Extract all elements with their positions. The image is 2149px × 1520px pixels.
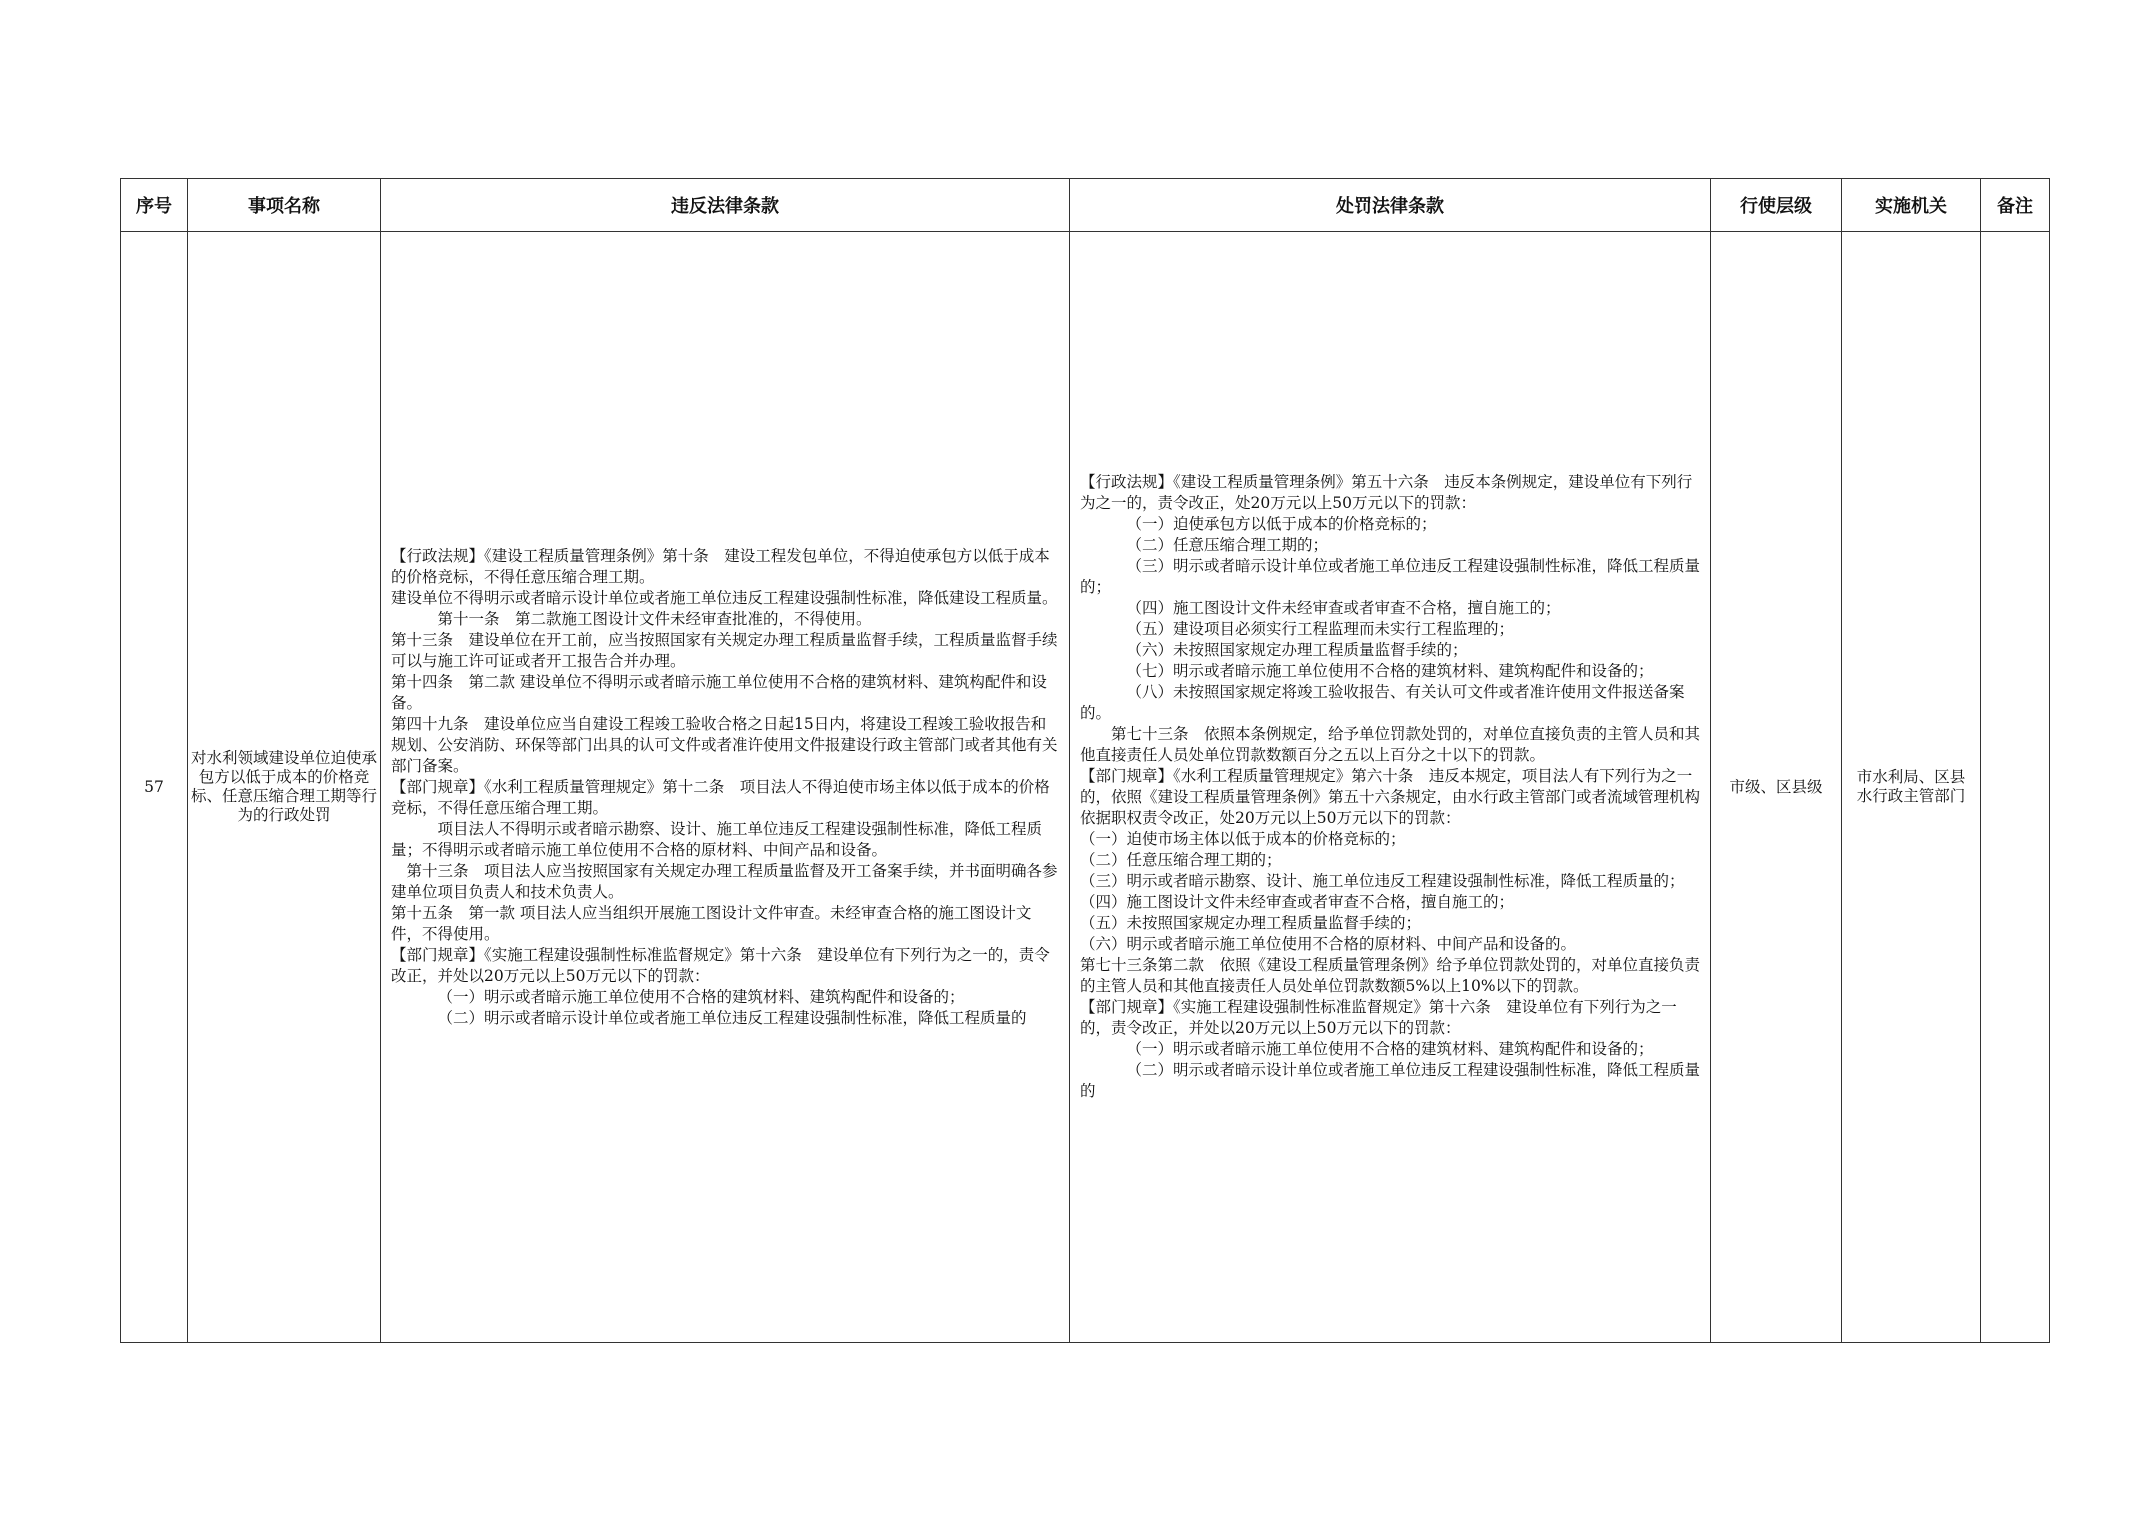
penalty-line: （二）明示或者暗示设计单位或者施工单位违反工程建设强制性标准，降低工程质量的 <box>1080 1061 1701 1100</box>
penalty-line: 【行政法规】《建设工程质量管理条例》第五十六条 违反本条例规定，建设单位有下列行为之一的，责令改正，处20万元以上50万元以下的罚款： <box>1080 473 1693 512</box>
penalty-line: （六）未按照国家规定办理工程质量监督手续的； <box>1126 641 1468 659</box>
violation-line: 第十四条 第二款 建设单位不得明示或者暗示施工单位使用不合格的建筑材料、建筑构配件和设备。 <box>391 672 1047 712</box>
violation-line: （一）明示或者暗示施工单位使用不合格的建筑材料、建筑构配件和设备的； <box>437 987 965 1006</box>
header-penalty: 处罚法律条款 <box>1070 179 1711 232</box>
penalty-line: （二）任意压缩合理工期的； <box>1126 536 1329 554</box>
penalty-line: 第七十三条第二款 依照《建设工程质量管理条例》给予单位罚款处罚的，对单位直接负责的主管人员和其他直接责任人员处单位罚款数额5%以上10%以下的罚款。 <box>1080 956 1701 995</box>
cell-seq: 57 <box>121 232 188 1343</box>
penalty-line: （三）明示或者暗示勘察、设计、施工单位违反工程建设强制性标准，降低工程质量的； <box>1080 872 1685 890</box>
penalty-line: （二）任意压缩合理工期的； <box>1080 851 1282 869</box>
penalty-line: 第七十三条 依照本条例规定，给予单位罚款处罚的，对单位直接负责的主管人员和其他直接责任人员处单位罚款数额百分之五以上百分之十以下的罚款。 <box>1080 725 1701 764</box>
penalty-line: （六）明示或者暗示施工单位使用不合格的原材料、中间产品和设备的。 <box>1080 935 1577 953</box>
header-remark: 备注 <box>1981 179 2050 232</box>
penalty-text <box>1070 472 1710 1102</box>
violation-line: 【部门规章】《实施工程建设强制性标准监督规定》第十六条 建设单位有下列行为之一的，责令改正，并处以20万元以上50万元以下的罚款： <box>391 945 1050 985</box>
header-violation: 违反法律条款 <box>381 179 1070 232</box>
penalty-table <box>120 178 2050 1343</box>
violation-line: 【行政法规】《建设工程质量管理条例》第十条 建设工程发包单位，不得迫使承包方以低于成本的价格竞标，不得任意压缩合理工期。 <box>391 546 1050 586</box>
penalty-line: （五）建设项目必须实行工程监理而未实行工程监理的； <box>1126 620 1515 638</box>
violation-line: 项目法人不得明示或者暗示勘察、设计、施工单位违反工程建设强制性标准，降低工程质量；不得明示或者暗示施工单位使用不合格的原材料、中间产品和设备。 <box>391 819 1043 859</box>
penalty-line: （四）施工图设计文件未经审查或者审查不合格，擅自施工的； <box>1126 599 1561 617</box>
penalty-line: （五）未按照国家规定办理工程质量监督手续的； <box>1080 914 1422 932</box>
penalty-line: 【部门规章】《水利工程质量管理规定》第六十条 违反本规定，项目法人有下列行为之一的，依照《建设工程质量管理条例》第五十六条规定，由水行政主管部门或者流域管理机构依据职权责令改正，处20万元以上50万元以下的罚款： <box>1080 767 1701 827</box>
violation-line: 第十三条 建设单位在开工前，应当按照国家有关规定办理工程质量监督手续，工程质量监督手续可以与施工许可证或者开工报告合并办理。 <box>391 630 1058 670</box>
table-row <box>121 232 2050 1343</box>
penalty-line: 【部门规章】《实施工程建设强制性标准监督规定》第十六条 建设单位有下列行为之一的，责令改正，并处以20万元以上50万元以下的罚款： <box>1080 998 1677 1037</box>
penalty-line: （四）施工图设计文件未经审查或者审查不合格，擅自施工的； <box>1080 893 1515 911</box>
violation-line: 第十五条 第一款 项目法人应当组织开展施工图设计文件审查。未经审查合格的施工图设计文件，不得使用。 <box>391 903 1032 943</box>
cell-penalty <box>1070 232 1711 1343</box>
header-agency: 实施机关 <box>1842 179 1981 232</box>
penalty-line: （一）迫使承包方以低于成本的价格竞标的； <box>1126 515 1437 533</box>
header-row <box>121 179 2050 232</box>
penalty-line: （一）迫使市场主体以低于成本的价格竞标的； <box>1080 830 1406 848</box>
header-seq: 序号 <box>121 179 188 232</box>
violation-line: 第四十九条 建设单位应当自建设工程竣工验收合格之日起15日内，将建设工程竣工验收报告和规划、公安消防、环保等部门出具的认可文件或者准许使用文件报建设行政主管部门或者其他有关部门备案。 <box>391 714 1058 775</box>
cell-level: 市级、区县级 <box>1711 232 1842 1343</box>
violation-line: 第十一条 第二款施工图设计文件未经审查批准的，不得使用。 <box>437 609 872 628</box>
violation-line: 建设单位不得明示或者暗示设计单位或者施工单位违反工程建设强制性标准，降低建设工程质量。 <box>391 588 1058 607</box>
penalty-line: （三）明示或者暗示设计单位或者施工单位违反工程建设强制性标准，降低工程质量的； <box>1080 557 1701 596</box>
cell-item-name: 对水利领域建设单位迫使承包方以低于成本的价格竞标、任意压缩合理工期等行为的行政处罚 <box>188 232 381 1343</box>
penalty-line: （八）未按照国家规定将竣工验收报告、有关认可文件或者准许使用文件报送备案的。 <box>1080 683 1685 722</box>
header-level: 行使层级 <box>1711 179 1842 232</box>
violation-line: （二）明示或者暗示设计单位或者施工单位违反工程建设强制性标准，降低工程质量的 <box>437 1008 1027 1027</box>
penalty-line: （一）明示或者暗示施工单位使用不合格的建筑材料、建筑构配件和设备的； <box>1126 1040 1654 1058</box>
violation-line: 【部门规章】《水利工程质量管理规定》第十二条 项目法人不得迫使市场主体以低于成本的价格竞标，不得任意压缩合理工期。 <box>391 777 1050 817</box>
header-item-name: 事项名称 <box>188 179 381 232</box>
cell-violation <box>381 232 1070 1343</box>
violation-text <box>381 546 1069 1029</box>
penalty-line: （七）明示或者暗示施工单位使用不合格的建筑材料、建筑构配件和设备的； <box>1126 662 1654 680</box>
violation-line: 第十三条 项目法人应当按照国家有关规定办理工程质量监督及开工备案手续，并书面明确各参建单位项目负责人和技术负责人。 <box>391 861 1058 901</box>
cell-remark <box>1981 232 2050 1343</box>
cell-agency: 市水利局、区县水行政主管部门 <box>1842 232 1981 1343</box>
